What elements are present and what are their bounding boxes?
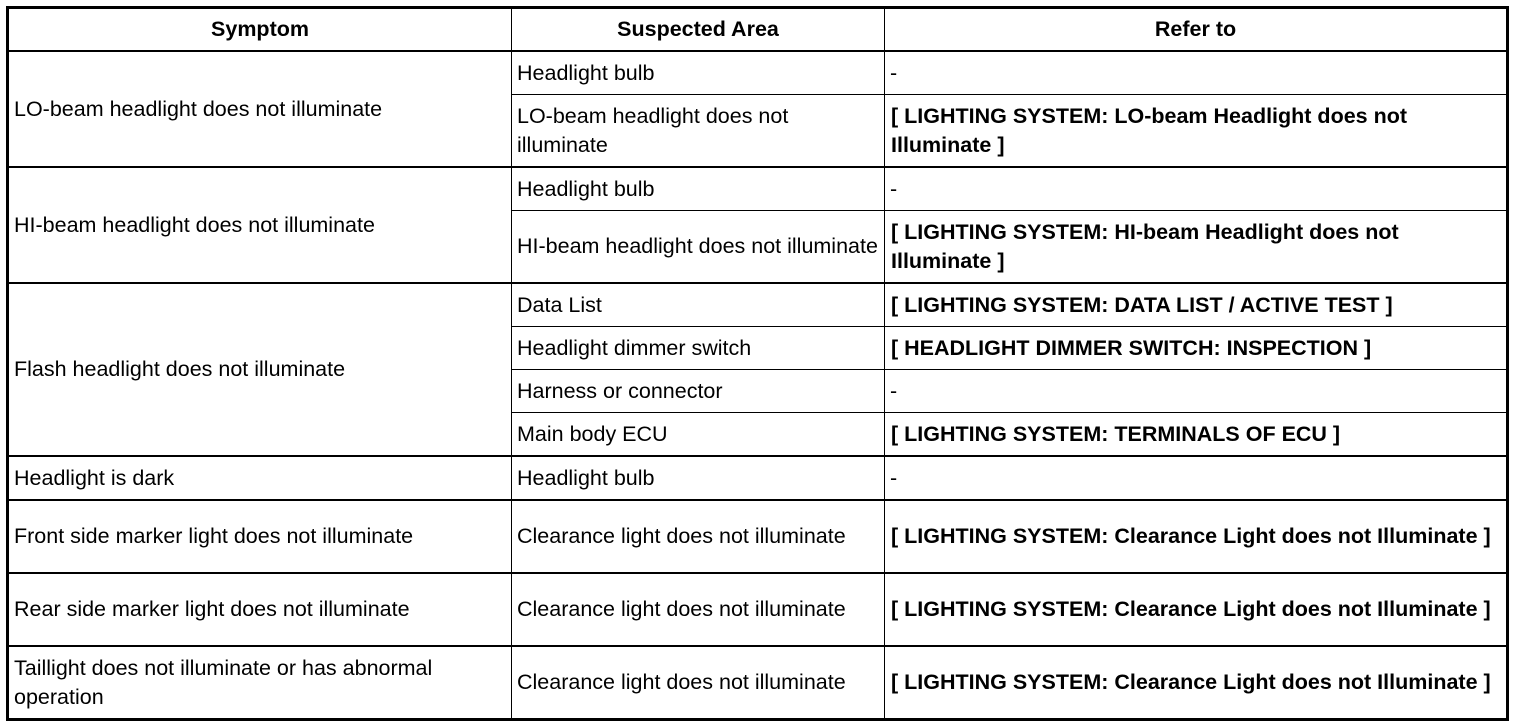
header-row	[8, 8, 1508, 52]
refer-to-cell: -	[885, 167, 1508, 211]
suspected-area-cell: Headlight bulb	[512, 456, 885, 500]
symptom-cell: HI-beam headlight does not illuminate	[8, 167, 512, 283]
table-row	[8, 456, 1508, 500]
symptom-cell: LO-beam headlight does not illuminate	[8, 51, 512, 167]
refer-to-link[interactable]: [ LIGHTING SYSTEM: HI-beam Headlight does not Illuminate ]	[885, 211, 1508, 284]
suspected-area-cell: Data List	[512, 283, 885, 327]
refer-to-cell: -	[885, 370, 1508, 413]
suspected-area-cell: Clearance light does not illuminate	[512, 573, 885, 646]
suspected-area-cell: Clearance light does not illuminate	[512, 500, 885, 573]
suspected-area-cell: HI-beam headlight does not illuminate	[512, 211, 885, 284]
refer-to-link[interactable]: [ LIGHTING SYSTEM: LO-beam Headlight does not Illuminate ]	[885, 95, 1508, 168]
refer-to-link[interactable]: [ LIGHTING SYSTEM: TERMINALS OF ECU ]	[885, 413, 1508, 457]
refer-to-link[interactable]: [ LIGHTING SYSTEM: Clearance Light does not Illuminate ]	[885, 646, 1508, 720]
symptom-cell: Taillight does not illuminate or has abnormal operation	[8, 646, 512, 720]
refer-to-link[interactable]: [ HEADLIGHT DIMMER SWITCH: INSPECTION ]	[885, 327, 1508, 370]
suspected-area-cell: Main body ECU	[512, 413, 885, 457]
suspected-area-cell: Headlight bulb	[512, 167, 885, 211]
header-symptom: Symptom	[8, 8, 512, 52]
table-row	[8, 51, 1508, 95]
header-suspected-area: Suspected Area	[512, 8, 885, 52]
refer-to-cell: -	[885, 456, 1508, 500]
symptom-cell: Flash headlight does not illuminate	[8, 283, 512, 456]
table-row	[8, 573, 1508, 646]
refer-to-link[interactable]: [ LIGHTING SYSTEM: Clearance Light does not Illuminate ]	[885, 573, 1508, 646]
refer-to-cell: -	[885, 51, 1508, 95]
table-row	[8, 283, 1508, 327]
table-row	[8, 500, 1508, 573]
refer-to-link[interactable]: [ LIGHTING SYSTEM: Clearance Light does not Illuminate ]	[885, 500, 1508, 573]
suspected-area-cell: Headlight bulb	[512, 51, 885, 95]
symptom-table	[6, 6, 1509, 721]
table-row	[8, 646, 1508, 720]
header-refer-to: Refer to	[885, 8, 1508, 52]
symptom-cell: Rear side marker light does not illuminate	[8, 573, 512, 646]
symptom-cell: Headlight is dark	[8, 456, 512, 500]
refer-to-link[interactable]: [ LIGHTING SYSTEM: DATA LIST / ACTIVE TEST ]	[885, 283, 1508, 327]
symptom-cell: Front side marker light does not illuminate	[8, 500, 512, 573]
table-row	[8, 167, 1508, 211]
suspected-area-cell: Clearance light does not illuminate	[512, 646, 885, 720]
suspected-area-cell: Headlight dimmer switch	[512, 327, 885, 370]
suspected-area-cell: Harness or connector	[512, 370, 885, 413]
suspected-area-cell: LO-beam headlight does not illuminate	[512, 95, 885, 168]
